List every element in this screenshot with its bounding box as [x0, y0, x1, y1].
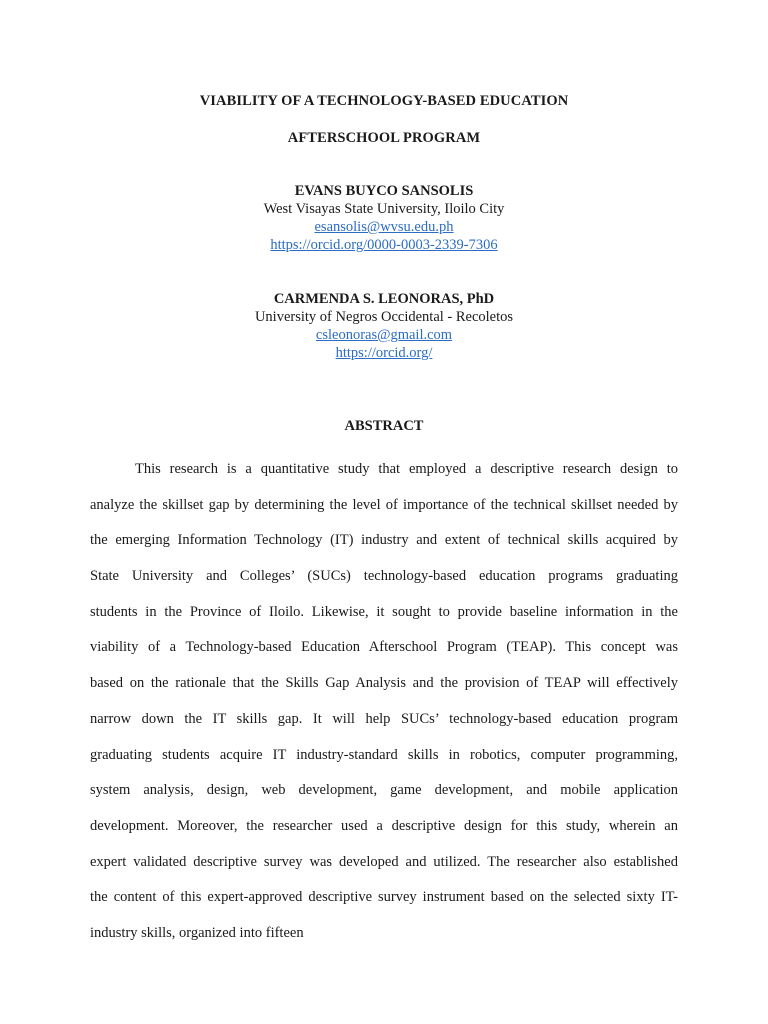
- abstract-heading: ABSTRACT: [344, 418, 424, 434]
- author-orcid-link[interactable]: https://orcid.org/: [335, 345, 433, 361]
- abstract-line: development. Moreover, the researcher used a descriptive design for this study, wherein an: [90, 817, 678, 834]
- abstract-line: viability of a Technology-based Education Afterschool Program (TEAP). This concept was: [90, 639, 678, 656]
- author-affiliation: West Visayas State University, Iloilo City: [263, 201, 505, 217]
- author-name: EVANS BUYCO SANSOLIS: [294, 183, 474, 199]
- abstract-line: students in the Province of Iloilo. Likewise, it sought to provide baseline information in the: [90, 603, 678, 620]
- abstract-line: expert validated descriptive survey was developed and utilized. The researcher also established: [90, 853, 678, 870]
- author-email-link[interactable]: esansolis@wvsu.edu.ph: [314, 219, 454, 235]
- abstract-line: This research is a quantitative study that employed a descriptive research design to: [135, 461, 678, 477]
- abstract-line: based on the rationale that the Skills Gap Analysis and the provision of TEAP will effectively: [90, 675, 678, 692]
- abstract-line: graduating students acquire IT industry-standard skills in robotics, computer programming,: [90, 746, 678, 763]
- paper-title-line-1: VIABILITY OF A TECHNOLOGY-BASED EDUCATION: [199, 93, 569, 109]
- author-email-link[interactable]: csleonoras@gmail.com: [315, 327, 453, 343]
- abstract-line: State University and Colleges’ (SUCs) technology-based education programs graduating: [90, 568, 678, 585]
- author-name: CARMENDA S. LEONORAS, PhD: [273, 291, 495, 307]
- abstract-line: system analysis, design, web development, game development, and mobile application: [90, 782, 678, 799]
- paper-title-line-2: AFTERSCHOOL PROGRAM: [287, 130, 481, 146]
- author-affiliation: University of Negros Occidental - Recoletos: [254, 309, 514, 325]
- author-block-1: [90, 182, 678, 254]
- abstract-line: industry skills, organized into fifteen: [90, 924, 304, 941]
- author-block-2: [90, 290, 678, 362]
- abstract-line: the content of this expert-approved descriptive survey instrument based on the selected sixty IT-: [90, 889, 678, 906]
- author-orcid-link[interactable]: https://orcid.org/0000-0003-2339-7306: [270, 237, 498, 253]
- abstract-line: the emerging Information Technology (IT) industry and extent of technical skills acquired by: [90, 532, 678, 549]
- abstract-line: analyze the skillset gap by determining the level of importance of the technical skillset needed by: [90, 496, 678, 513]
- abstract-line: narrow down the IT skills gap. It will help SUCs’ technology-based education program: [90, 710, 678, 727]
- abstract-body: [90, 452, 678, 952]
